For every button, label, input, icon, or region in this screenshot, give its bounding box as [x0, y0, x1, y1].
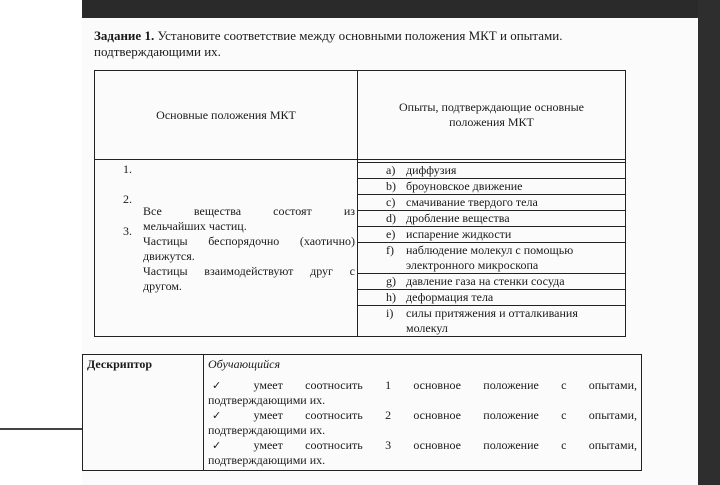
statement-1-line2: мельчайших частиц.	[143, 219, 247, 233]
document-page	[82, 18, 698, 485]
statement-2-line1: Частицы беспорядочно (хаотично)	[143, 234, 355, 248]
option-i: i) силы притяжения и отталкивания молекул	[386, 306, 578, 335]
statement-1-line1: Все вещества состоят из	[143, 204, 355, 218]
option-a: a) диффузия	[358, 162, 625, 179]
option-e: e) испарение жидкости	[358, 227, 625, 243]
criterion-3: ✓ умеет соотносить 3 основное положение с опытами, подтверждающими их.	[208, 438, 637, 467]
options-cell	[358, 160, 626, 337]
task-heading	[94, 28, 634, 60]
number-3: 3.	[123, 224, 132, 238]
header-right	[358, 71, 626, 160]
task-label: Задание 1.	[94, 28, 155, 43]
task-text-line2: подтверждающими их.	[94, 44, 221, 59]
descriptor-subtitle: Обучающийся	[208, 357, 281, 371]
option-d: d) дробление вещества	[358, 211, 625, 227]
check-icon: ✓	[212, 439, 222, 452]
header-left	[95, 71, 358, 160]
header-right-line2: положения МКТ	[449, 115, 534, 129]
option-b: b) броуновское движение	[358, 179, 625, 195]
descriptor-title: Дескриптор	[83, 355, 204, 471]
criterion-1: ✓ умеет соотносить 1 основное положение с опытами, подтверждающими их.	[208, 378, 637, 407]
criterion-2: ✓ умеет соотносить 2 основное положение с опытами, подтверждающими их.	[208, 408, 637, 437]
option-c: c) смачивание твердого тела	[358, 195, 625, 211]
margin-line	[0, 428, 82, 430]
statement-2-line2: движутся.	[143, 249, 195, 263]
statement-3-line1: Частицы взаимодействуют друг с	[143, 264, 355, 278]
header-left-text: Основные положения МКТ	[156, 107, 296, 122]
right-margin	[698, 0, 720, 485]
option-h: h) деформация тела	[358, 290, 625, 306]
statement-2	[143, 234, 355, 264]
matching-table	[94, 70, 626, 337]
left-margin	[0, 0, 82, 485]
check-icon: ✓	[212, 409, 222, 422]
task-text-line1: Установите соответствие между основными положения МКТ и опытами.	[154, 28, 563, 43]
option-f: f) наблюдение молекул с помощью электронного микроскопа	[358, 243, 625, 274]
descriptor-criteria	[204, 355, 642, 471]
header-right-line1: Опыты, подтверждающие основные	[398, 100, 584, 114]
statement-3-line2: другом.	[143, 279, 182, 293]
option-g: g) давление газа на стенки сосуда	[358, 274, 625, 290]
descriptor-table	[82, 354, 642, 471]
statement-1	[143, 204, 355, 234]
number-1: 1.	[123, 162, 132, 176]
statements-cell	[95, 160, 358, 337]
number-2: 2.	[123, 192, 132, 206]
statement-3	[143, 264, 355, 294]
check-icon: ✓	[212, 379, 222, 392]
